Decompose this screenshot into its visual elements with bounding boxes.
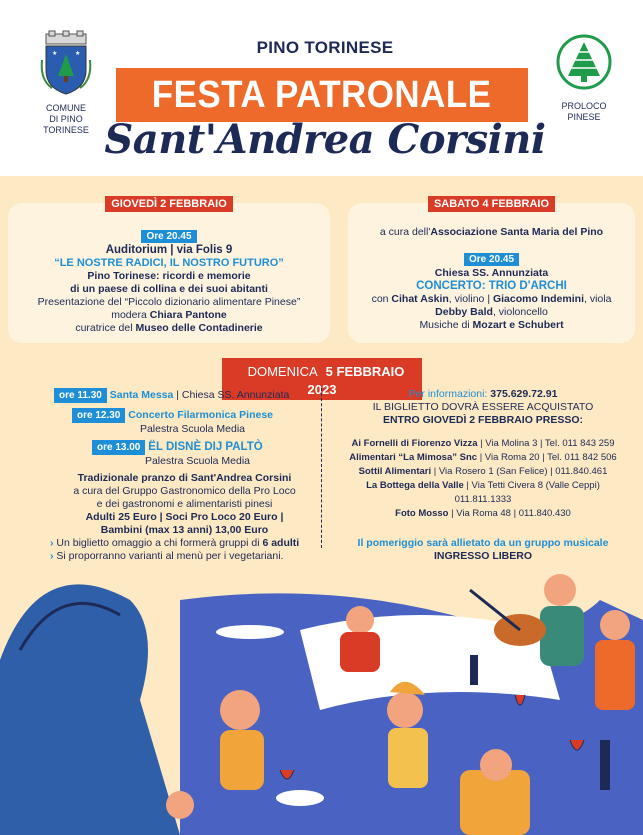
- musician-2: Giacomo Indemini: [492, 293, 584, 305]
- info-line: [328, 388, 638, 401]
- pranzo-p3: e dei gastronomi e alimentaristi pinesi: [96, 498, 273, 510]
- sabato-day-tag: SABATO 4 FEBBRAIO: [428, 196, 555, 212]
- sabato-cellist: [348, 306, 635, 319]
- shop-item: [328, 437, 638, 451]
- giovedi-line3: Presentazione del “Piccolo dizionario alimentare Pinese”: [37, 296, 301, 308]
- entry-free: INGRESSO LIBERO: [433, 550, 532, 562]
- shop-address: | Via Roma 20 | Tel. 011 842 506: [477, 452, 617, 463]
- event-messa-venue: | Chiesa SS. Annunziata: [173, 389, 290, 401]
- event-pranzo: [92, 440, 315, 455]
- giovedi-line4: [8, 309, 330, 322]
- shop-list: [328, 437, 638, 521]
- pranzo-p1: Tradizionale pranzo di Sant'Andrea Corsini: [77, 472, 292, 484]
- sabato-musicians: [348, 293, 635, 306]
- shop-item: [328, 465, 638, 479]
- shop-address: | Via Rosero 1 (San Felice) | 011.840.461: [431, 466, 608, 477]
- giovedi-title: “LE NOSTRE RADICI, IL NOSTRO FUTURO”: [54, 257, 284, 269]
- sabato-concert: CONCERTO: TRIO D'ARCHI: [416, 280, 567, 292]
- info-label: Per informazioni:: [408, 388, 488, 400]
- ticket-line-1: IL BIGLIETTO DOVRÀ ESSERE ACQUISTATO: [372, 401, 594, 413]
- giovedi-moderator-label: modera: [111, 309, 150, 321]
- domenica-right: [328, 388, 638, 563]
- event-messa-title: Santa Messa: [109, 389, 174, 401]
- musician-3-role: , violoncello: [492, 306, 548, 318]
- musician-1: Cihat Askin: [391, 293, 449, 305]
- music-note: Il pomeriggio sarà allietato da un gruppo musicale: [357, 537, 609, 549]
- vegetarian-text: Si proporranno varianti al menù per i vegetariani.: [56, 550, 284, 562]
- music-label: Musiche di: [419, 319, 473, 331]
- event-pranzo-venue: Palestra Scuola Media: [144, 455, 251, 467]
- comune-logo: [28, 30, 104, 136]
- giovedi-museum: Museo delle Contadinerie: [135, 322, 263, 334]
- giovedi-line1: Pino Torinese: ricordi e memorie: [87, 270, 251, 282]
- comune-caption-2: DI PINO TORINESE: [43, 114, 89, 135]
- shop-name: Foto Mosso: [395, 508, 449, 519]
- giovedi-day-tag: GIOVEDÌ 2 FEBBRAIO: [105, 196, 233, 212]
- pranzo-prices-2: Bambini (max 13 anni) 13,00 Euro: [100, 524, 269, 536]
- domenica-left: [40, 388, 315, 563]
- shop-item: [328, 493, 638, 507]
- sabato-venue: Chiesa SS. Annunziata: [434, 267, 549, 279]
- crest-icon: [38, 30, 94, 96]
- giovedi-line5: [8, 322, 330, 335]
- shop-item: [328, 451, 638, 465]
- event-pranzo-title: ËL DISNÈ DIJ PALTÒ: [148, 441, 263, 453]
- pranzo-p2: a cura del Gruppo Gastronomico della Pro Loco: [73, 485, 296, 497]
- musician-1-role: , violino |: [448, 293, 493, 305]
- sabato-music: [348, 319, 635, 332]
- ticket-line-2: ENTRO GIOVEDÌ 2 FEBBRAIO PRESSO:: [382, 414, 584, 426]
- event-concerto-venue: Palestra Scuola Media: [139, 423, 246, 435]
- domenica-date: 5 FEBBRAIO 2023: [307, 364, 405, 397]
- pranzo-prices-1: Adulti 25 Euro | Soci Pro Loco 20 Euro |: [85, 511, 284, 523]
- sabato-card: [348, 198, 635, 343]
- event-concerto-title: Concerto Filarmonica Pinese: [128, 409, 274, 421]
- proloco-logo: [548, 34, 620, 123]
- shop-name: La Bottega della Valle: [366, 480, 464, 491]
- time-1230: ore 12.30: [72, 408, 125, 423]
- time-1130: ore 11.30: [54, 388, 107, 403]
- shop-address: | Via Tetti Civera 8 (Valle Ceppi): [463, 480, 600, 491]
- shop-name: Ai Fornelli di Fiorenzo Vizza: [351, 438, 478, 449]
- proloco-caption-2: PINESE: [567, 112, 601, 122]
- musician-3: Debby Bald: [435, 306, 493, 318]
- event-concerto: [72, 408, 315, 423]
- shop-name: Sottil Alimentari: [358, 466, 432, 477]
- header: [0, 0, 643, 176]
- omaggio-text: Un biglietto omaggio a chi formerà gruppi di: [56, 537, 263, 549]
- giovedi-moderator: Chiara Pantone: [149, 309, 227, 321]
- domenica-weekday: DOMENICA: [240, 361, 326, 382]
- pranzo-note-1: [50, 537, 315, 550]
- festival-illustration: [0, 560, 643, 835]
- omaggio-group: 6 adulti: [262, 537, 300, 549]
- pine-tree-icon: [556, 34, 612, 90]
- giovedi-curator-label: curatrice del: [75, 322, 136, 334]
- sabato-cura-label: a cura dell': [379, 226, 431, 238]
- column-divider: [321, 388, 322, 548]
- giovedi-venue: Auditorium | via Folis 9: [105, 244, 233, 256]
- town-title: PINO TORINESE: [256, 38, 394, 57]
- svg-text:★: ★: [52, 51, 58, 57]
- time-1300: ore 13.00: [92, 440, 145, 455]
- giovedi-line2: di un paese di collina e dei suoi abitanti: [70, 283, 268, 295]
- info-phone: 375.629.72.91: [490, 388, 558, 400]
- musician-2-role: , viola: [583, 293, 612, 305]
- proloco-caption-1: PROLOCO: [561, 101, 607, 111]
- shop-name: Alimentari “La Mimosa” Snc: [349, 452, 478, 463]
- svg-text:★: ★: [75, 51, 81, 57]
- bullet-icon: ›: [50, 550, 54, 562]
- shop-address: | Via Molina 3 | Tel. 011 843 259: [477, 438, 615, 449]
- shop-item: [328, 507, 638, 521]
- shop-phone: 011.811.1333: [454, 494, 512, 505]
- musicians-prefix: con: [371, 293, 392, 305]
- sabato-time-tag: Ore 20.45: [464, 253, 519, 266]
- event-messa: [54, 388, 315, 403]
- sabato-association: Associazione Santa Maria del Pino: [430, 226, 604, 238]
- bullet-icon: ›: [50, 537, 54, 549]
- giovedi-card: [8, 198, 330, 343]
- festa-title: FESTA PATRONALE: [152, 73, 492, 116]
- sabato-cura: [348, 226, 635, 239]
- comune-caption-1: COMUNE: [46, 103, 86, 113]
- giovedi-time-tag: Ore 20.45: [141, 230, 196, 243]
- saint-title: Sant'Andrea Corsini: [104, 116, 546, 163]
- shop-item: [328, 479, 638, 493]
- festa-banner: [116, 68, 528, 122]
- shop-address: | Via Roma 48 | 011.840.430: [448, 508, 571, 519]
- music-composers: Mozart e Schubert: [472, 319, 564, 331]
